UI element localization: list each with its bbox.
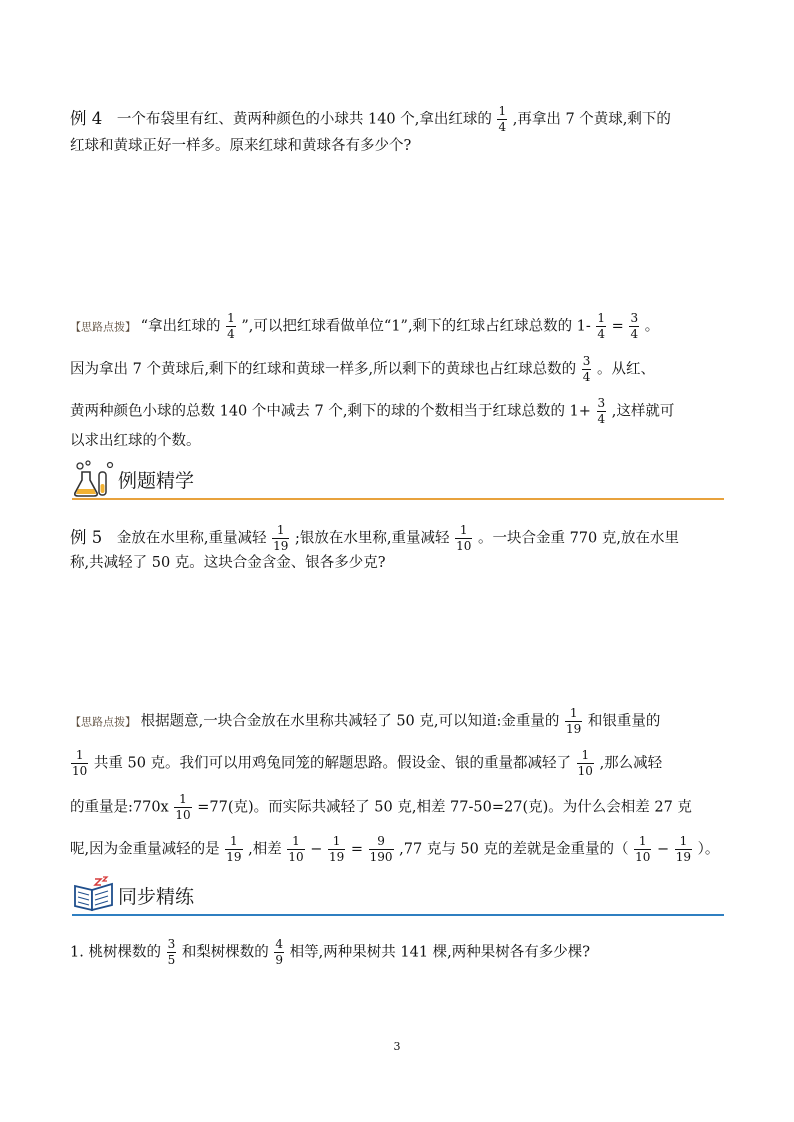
section-header-examples	[72, 460, 724, 500]
section-header-practice	[72, 876, 724, 916]
hint-line: 黄两种颜色小球的总数 140 个中减去 7 个,剩下的球的个数相当于红球总数的 1+ $\frac{3}{4}$ ,这样就可	[70, 396, 675, 426]
example-label: 例 5	[70, 527, 103, 547]
question-line: 1. 桃树棵数的 $\frac{3}{5}$ 和梨树棵数的 $\frac{4}{9}$ 相等,两种果树共 141 棵,两种果树各有多少棵?	[70, 937, 591, 967]
hint-line: 以求出红球的个数。	[70, 433, 201, 449]
hint-line: $\frac{1}{10}$ 共重 50 克。我们可以用鸡兔同笼的解题思路。假设金、银的重量都减轻了 $\frac{1}{10}$ ,那么减轻	[72, 748, 663, 778]
fraction: $\frac{1}{19}$	[675, 834, 692, 864]
example-5-line-1: 例 5 金放在水里称,重量减轻 $\frac{1}{19}$ ;银放在水里称,重量减轻 $\frac{1}{10}$ 。一块合金重 770 克,放在水里	[70, 523, 679, 553]
section-divider	[72, 914, 724, 916]
example-5-line-2: 称,共减轻了 50 克。这块合金含金、银各多少克?	[70, 555, 386, 571]
section-title: 例题精学	[118, 470, 195, 492]
fraction: $\frac{9}{190}$	[369, 834, 393, 864]
open-book-icon	[72, 876, 116, 914]
hint-line: 因为拿出 7 个黄球后,剩下的红球和黄球一样多,所以剩下的黄球也占红球总数的 $\frac{3}{4}$ 。从红、	[70, 354, 656, 384]
fraction: $\frac{3}{5}$	[167, 937, 176, 967]
fraction: $\frac{1}{10}$	[635, 834, 651, 864]
fraction: $\frac{1}{19}$	[566, 706, 582, 736]
hint-tag: 【思路点拨】	[70, 715, 136, 729]
fraction: $\frac{1}{10}$	[288, 834, 304, 864]
hint-line: 【思路点拨】 根据题意,一块合金放在水里称共减轻了 50 克,可以知道:金重量的 $\frac{1}{19}$ 和银重量的	[70, 706, 661, 736]
fraction: $\frac{1}{19}$	[226, 834, 242, 864]
fraction: $\frac{1}{4}$	[597, 311, 606, 341]
fraction: $\frac{1}{4}$	[498, 104, 507, 134]
hint-line: 的重量是:770x $\frac{1}{10}$ =77(克)。而实际共减轻了 50 克,相差 77-50=27(克)。为什么会相差 27 克	[70, 792, 692, 822]
hint-tag: 【思路点拨】	[70, 320, 136, 334]
fraction: $\frac{1}{19}$	[328, 834, 345, 864]
fraction: $\frac{3}{4}$	[597, 396, 606, 426]
fraction: $\frac{1}{10}$	[175, 792, 191, 822]
example-4-line-2: 红球和黄球正好一样多。原来红球和黄球各有多少个?	[70, 138, 412, 154]
section-title: 同步精练	[118, 886, 195, 908]
flask-icon	[72, 460, 116, 498]
example-4-line-1: 例 4 一个布袋里有红、黄两种颜色的小球共 140 个,拿出红球的 $\frac{1}{4}$ ,再拿出 7 个黄球,剩下的	[70, 104, 671, 134]
fraction: $\frac{1}{4}$	[227, 311, 235, 341]
fraction: $\frac{3}{4}$	[630, 311, 639, 341]
fraction: $\frac{4}{9}$	[275, 937, 284, 967]
example-label: 例 4	[70, 108, 103, 128]
hint-line: 【思路点拨】 “拿出红球的 $\frac{1}{4}$ ”,可以把红球看做单位“1”,剩下的红球占红球总数的 1- $\frac{1}{4}$ = $\frac{3}{4}$ 。	[70, 311, 660, 341]
page-number: 3	[393, 1040, 401, 1053]
fraction: $\frac{1}{19}$	[273, 523, 289, 553]
fraction: $\frac{1}{10}$	[577, 748, 593, 778]
fraction: $\frac{3}{4}$	[582, 354, 591, 384]
section-divider	[72, 498, 724, 500]
fraction: $\frac{1}{10}$	[72, 748, 88, 778]
fraction: $\frac{1}{10}$	[456, 523, 472, 553]
hint-line: 呢,因为金重量减轻的是 $\frac{1}{19}$ ,相差 $\frac{1}{10}$ − $\frac{1}{19}$ = $\frac{9}{190}$ ,77 克与 50 克的差就是金重量的（ $\frac{1}{10}$ − $\frac{1}{19}$ ）。	[70, 834, 720, 864]
